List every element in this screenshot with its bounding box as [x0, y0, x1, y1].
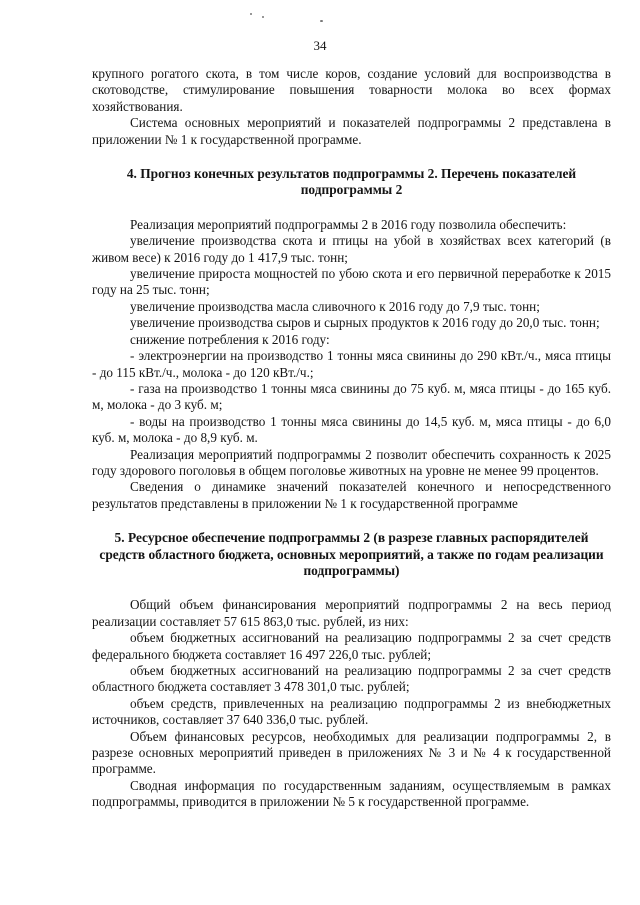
paragraph: снижение потребления к 2016 году:	[130, 331, 330, 347]
paragraph: Объем финансовых ресурсов, необходимых для реализации подпрограммы 2, в разрезе основных мероприятий приведен в приложениях № 3 и № 4 к государственной программе.	[92, 728, 611, 777]
paragraph: объем бюджетных ассигнований на реализацию подпрограммы 2 за счет средств федерального бюджета составляет 16 497 226,0 тыс. рублей;	[92, 630, 611, 662]
page-number: 34	[313, 38, 327, 53]
paragraph: Реализация мероприятий подпрограммы 2 позволит обеспечить сохранность к 2025 году здорового поголовья в общем поголовье животных на уровне не менее 99 процентов.	[92, 446, 611, 478]
paragraph: Сведения о динамике значений показателей конечного и непосредственного результатов представлены в приложении № 1 к государственной программе	[92, 479, 611, 511]
list-item: увеличение производства масла сливочного к 2016 году до 7,9 тыс. тонн;	[130, 298, 540, 314]
list-item: - воды на производство 1 тонны мяса свинины до 14,5 куб. м, мяса птицы - до 6,0 куб. м, молока - до 8,9 куб. м.	[92, 413, 611, 446]
paragraph: Сводная информация по государственным заданиям, осуществляемым в рамках подпрограммы, приводится в приложении № 5 к государственной программе.	[92, 777, 611, 810]
scan-speck	[320, 20, 323, 22]
list-item: - газа на производство 1 тонны мяса свинины до 75 куб. м, мяса птицы - до 165 куб. м, молока - до 3 куб. м;	[92, 380, 611, 413]
list-item: увеличение производства скота и птицы на убой в хозяйствах всех категорий (в живом весе) к 2016 году до 1 417,9 тыс. тонн;	[92, 233, 611, 265]
scan-speck	[262, 16, 264, 18]
section-heading-5: 5. Ресурсное обеспечение подпрограммы 2 (в разрезе главных распорядителей средств областного бюджета, основных мероприятий, а также по годам реализации подпрограммы)	[99, 530, 604, 578]
paragraph: объем средств, привлеченных на реализацию подпрограммы 2 из внебюджетных источников, составляет 37 640 336,0 тыс. рублей.	[92, 695, 611, 728]
paragraph: Общий объем финансирования мероприятий подпрограммы 2 на весь период реализации составляет 57 615 863,0 тыс. рублей, из них:	[92, 597, 611, 629]
document-body	[92, 66, 611, 811]
paragraph: Реализация мероприятий подпрограммы 2 в 2016 году позволила обеспечить:	[130, 216, 567, 232]
section-heading-4: 4. Прогноз конечных результатов подпрограммы 2. Перечень показателей подпрограммы 2	[126, 166, 577, 198]
list-item: - электроэнергии на производство 1 тонны мяса свинины до 290 кВт./ч., мяса птицы - до 115 кВт./ч., молока - до 120 кВт./ч.;	[92, 348, 611, 380]
list-item: увеличение прироста мощностей по убою скота и его первичной переработке к 2015 году на 25 тыс. тонн;	[92, 266, 611, 298]
paragraph: объем бюджетных ассигнований на реализацию подпрограммы 2 за счет средств областного бюджета составляет 3 478 301,0 тыс. рублей;	[92, 663, 611, 695]
list-item: увеличение производства сыров и сырных продуктов к 2016 году до 20,0 тыс. тонн;	[130, 315, 600, 331]
paragraph: Система основных мероприятий и показателей подпрограммы 2 представлена в приложении № 1 к государственной программе.	[92, 115, 611, 147]
paragraph: крупного рогатого скота, в том числе коров, создание условий для воспроизводства в скотоводстве, стимулирование повышения товарности молока во всех формах хозяйствования.	[92, 66, 611, 114]
scan-speck	[250, 13, 252, 15]
